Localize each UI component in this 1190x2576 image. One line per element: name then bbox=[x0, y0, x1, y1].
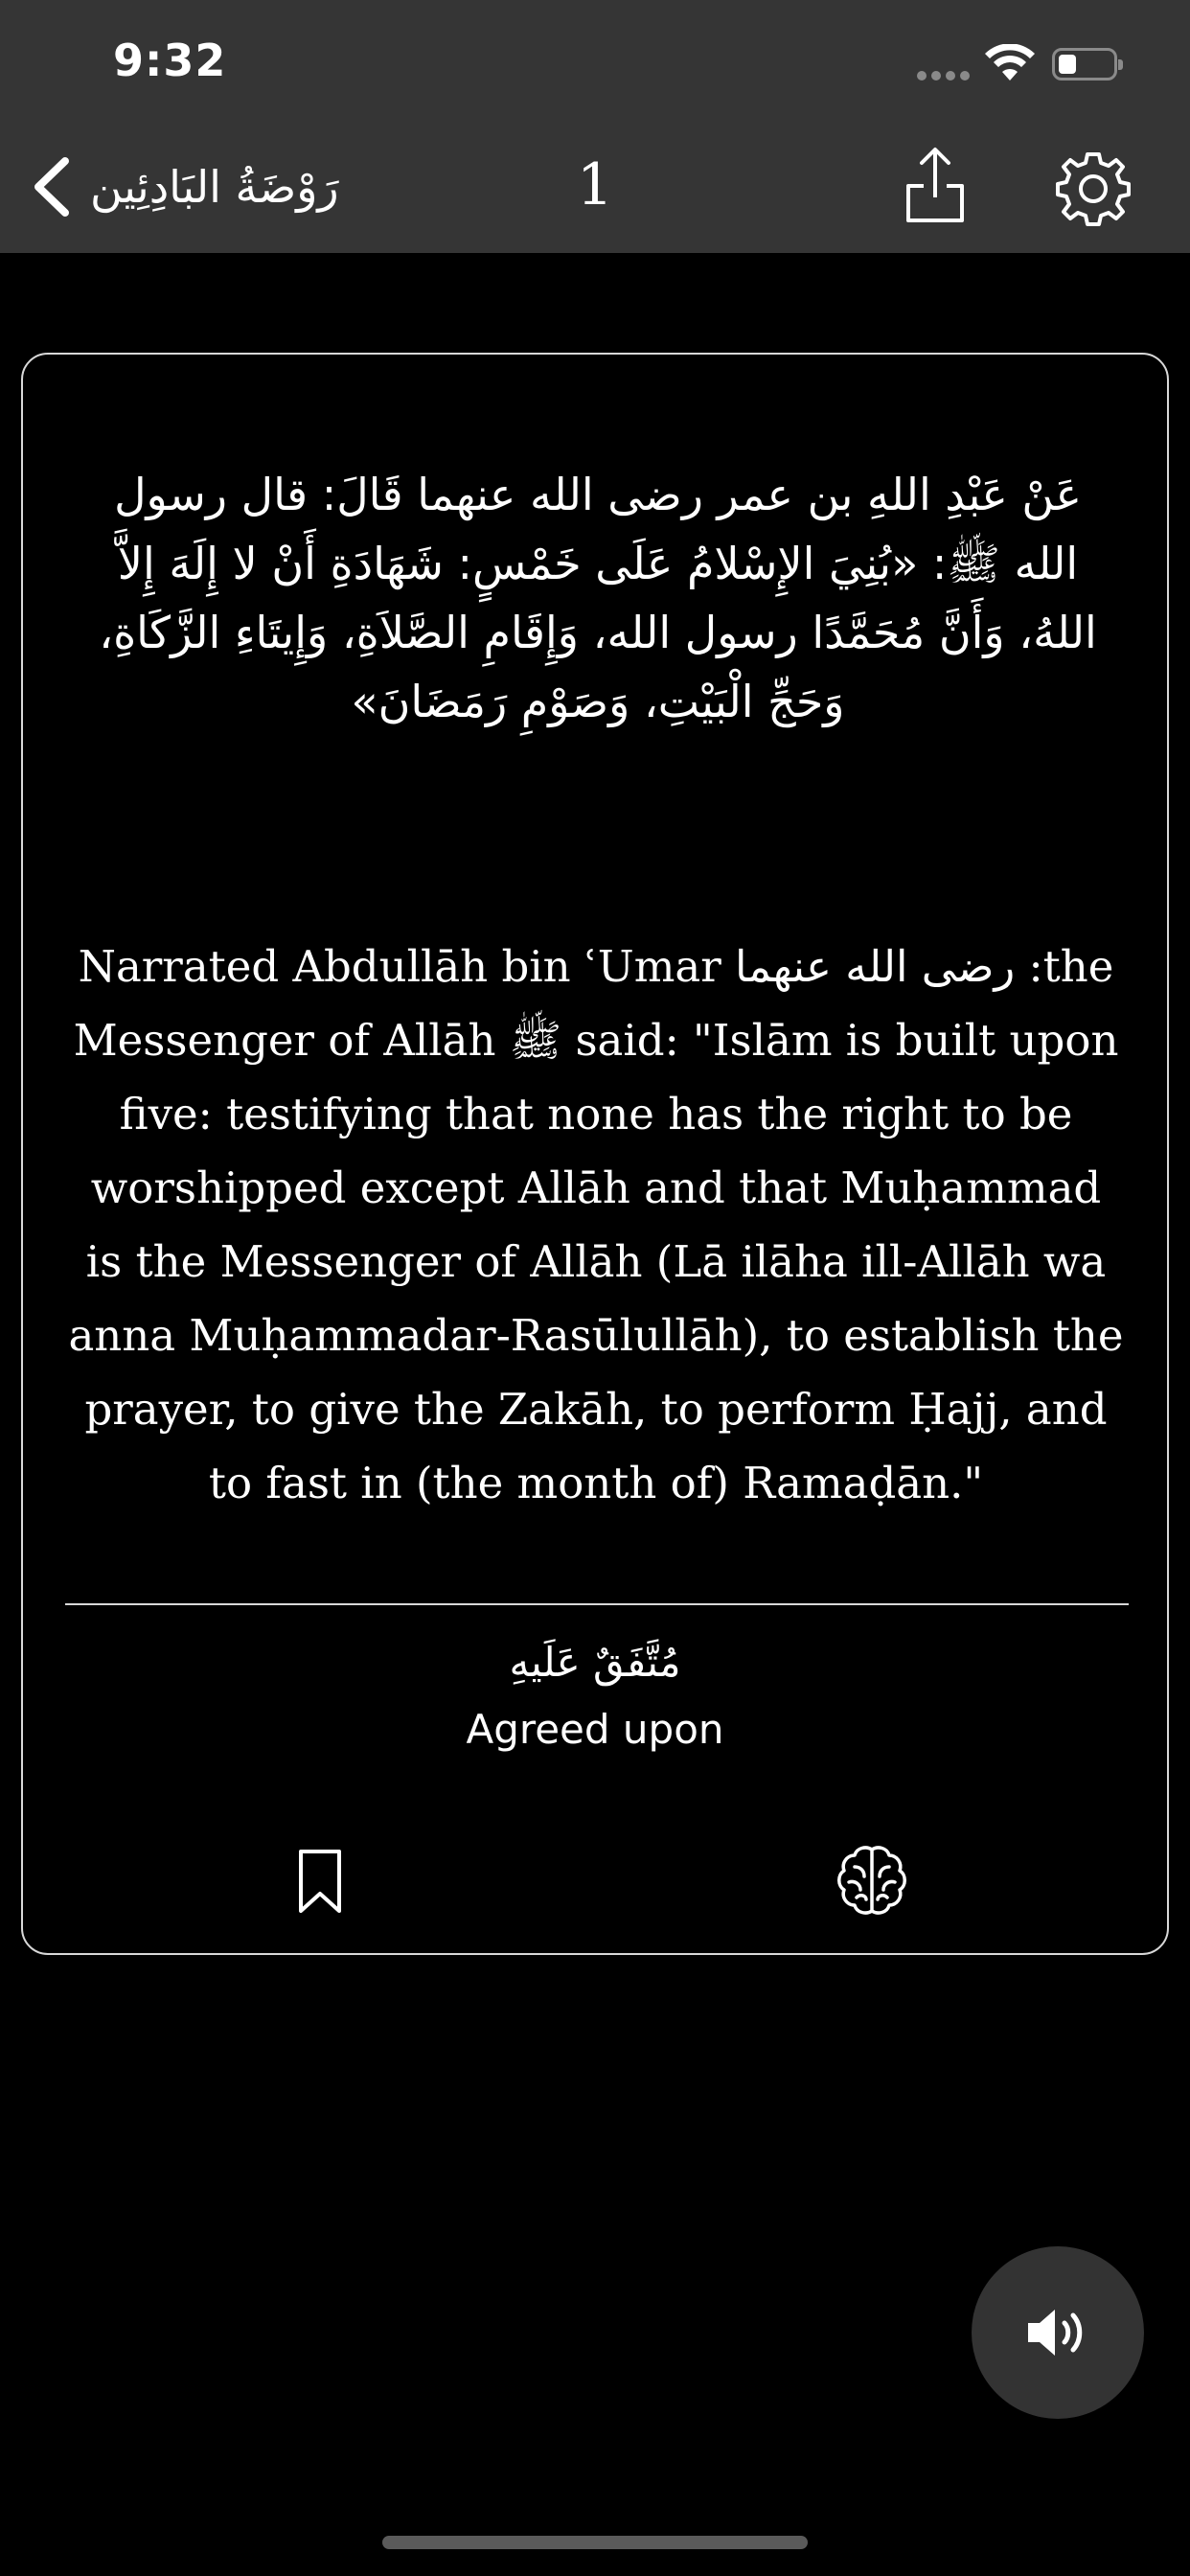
back-label: رَوْضَةُ البَادِئِين bbox=[90, 161, 339, 213]
top-bar bbox=[0, 0, 1190, 253]
hadith-arabic-text: عَنْ عَبْدِ اللهِ بن عمر رضى الله عنهما قَالَ: قال رسول الله ﷺ: «بُنِيَ الإِسْلامُ عَلَى خَمْسٍ: شَهَادَةِ أَنْ لا إِلَهَ إِلاَّ اللهُ، وَأَنَّ مُحَمَّدًا رسول الله، وَإِقَامِ الصَّلاَةِ، وَإِيتَاءِ الزَّكَاةِ، وَحَجِّ الْبَيْتِ، وَصَوْمِ رَمَضَانَ» bbox=[99, 469, 1097, 727]
back-button[interactable] bbox=[29, 149, 339, 225]
share-icon[interactable] bbox=[904, 144, 966, 224]
wifi-icon bbox=[983, 44, 1037, 82]
brain-icon[interactable] bbox=[834, 1842, 910, 1919]
audio-play-button[interactable] bbox=[972, 2246, 1144, 2419]
battery-icon bbox=[1052, 48, 1117, 80]
gear-icon[interactable] bbox=[1054, 150, 1133, 228]
page-number: 1 bbox=[576, 151, 614, 218]
grade-arabic: مُتَّفَقٌ عَلَيهِ bbox=[509, 1639, 681, 1686]
home-indicator[interactable] bbox=[382, 2536, 808, 2549]
cellular-signal-icon bbox=[917, 71, 970, 80]
speaker-icon bbox=[1024, 2304, 1091, 2361]
hadith-english-text: Narrated Abdullāh bin ʿUmar رضى الله عنهما :the Messenger of Allāh ﷺ said: "Islām is built upon five: testifying that none has the right to be worshipped except Allāh and that Muḥammad is the Messenger of Allāh (Lā ilāha ill-Allāh wa anna Muḥammadar-Rasūlullāh), to establish the prayer, to give the Zakāh, to perform Ḥajj, and to fast in (the month of) Ramaḍān." bbox=[68, 941, 1124, 1508]
grade-english: Agreed upon bbox=[466, 1706, 724, 1753]
chevron-left-icon bbox=[29, 155, 73, 218]
status-time: 9:32 bbox=[113, 34, 227, 86]
bookmark-icon[interactable] bbox=[297, 1848, 343, 1915]
divider bbox=[65, 1603, 1129, 1605]
hadith-card bbox=[21, 353, 1169, 1955]
